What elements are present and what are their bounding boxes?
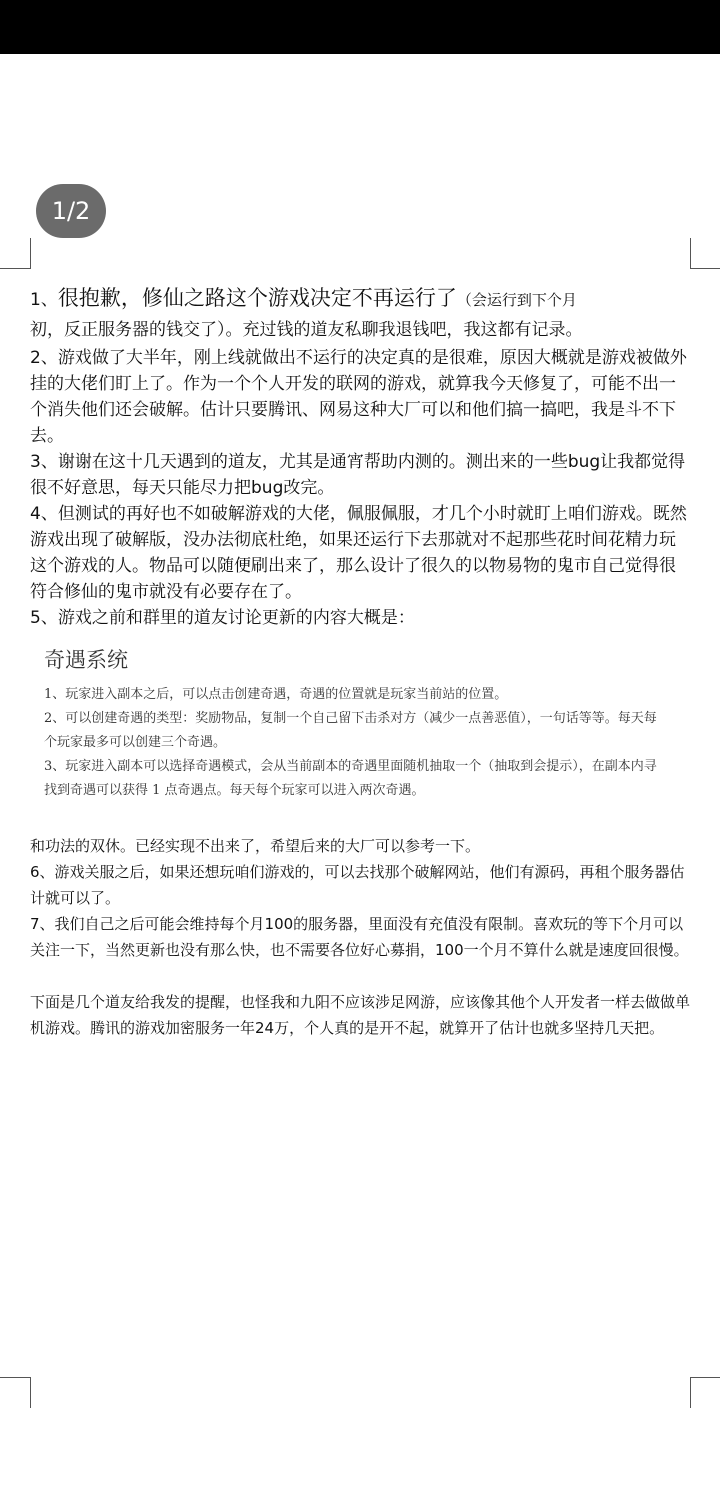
paragraph-6: 6、游戏关服之后，如果还想玩咱们游戏的，可以去找那个破解网站，他们有源码，再租个服务器估计就可以了。 bbox=[30, 863, 685, 907]
paragraph-1-headline: 很抱歉，修仙之路这个游戏决定不再运行了 bbox=[57, 286, 457, 310]
page-corner-mark-top-left bbox=[0, 238, 31, 269]
page-corner-mark-bottom-right bbox=[690, 1377, 720, 1408]
page-corner-mark-bottom-left bbox=[0, 1377, 31, 1408]
lower-section bbox=[30, 833, 690, 1041]
paragraph-2: 2、游戏做了大半年，刚上线就做出不运行的决定真的是很难，原因大概就是游戏被做外挂的大佬们盯上了。作为一个个人开发的联网的游戏，就算我今天修复了，可能不出一个消失他们还会破解。估计只要腾讯、网易这种大厂可以和他们搞一搞吧，我是斗不下去。 bbox=[30, 348, 687, 446]
paragraph-1-rest: 初，反正服务器的钱交了）。充过钱的道友私聊我退钱吧，我这都有记录。 bbox=[30, 320, 583, 340]
inset-item-3: 3、玩家进入副本可以选择奇遇模式，会从当前副本的奇遇里面随机抽取一个（抽取到会提示），在副本内寻找到奇遇可以获得 1 点奇遇点。每天每个玩家可以进入两次奇遇。 bbox=[44, 759, 657, 798]
paragraph-gap bbox=[30, 963, 690, 989]
paragraph-3: 3、谢谢在这十几天遇到的道友，尤其是通宵帮助内测的。测出来的一些bug让我都觉得很不好意思，每天只能尽力把bug改完。 bbox=[30, 452, 686, 498]
inset-title: 奇遇系统 bbox=[44, 648, 128, 672]
paragraph-8: 下面是几个道友给我发的提醒，也怪我和九阳不应该涉足网游，应该像其他个人开发者一样去做做单机游戏。腾讯的游戏加密服务一年24万，个人真的是开不起，就算开了估计也就多坚持几天把。 bbox=[30, 993, 691, 1037]
paragraph-1-number: 1、 bbox=[30, 290, 58, 310]
paragraph-1-aside: （会运行到下个月 bbox=[456, 291, 577, 309]
paragraph-4: 4、但测试的再好也不如破解游戏的大佬，佩服佩服，才几个小时就盯上咱们游戏。既然游戏出现了破解版，没办法彻底杜绝，如果还运行下去那就对不起那些花时间花精力玩这个游戏的人。物品可以随便刷出来了，那么设计了很久的以物易物的鬼市自己觉得很符合修仙的鬼市就没有必要存在了。 bbox=[30, 504, 687, 602]
document-body bbox=[30, 283, 690, 1041]
inset-item-2: 2、可以创建奇遇的类型：奖励物品，复制一个自己留下击杀对方（减少一点善恶值），一句话等等。每天每个玩家最多可以创建三个奇遇。 bbox=[44, 711, 657, 750]
page-corner-mark-top-right bbox=[690, 238, 720, 269]
inset-item-1: 1、玩家进入副本之后，可以点击创建奇遇，奇遇的位置就是玩家当前站的位置。 bbox=[44, 687, 508, 702]
page-indicator-badge: 1/2 bbox=[36, 184, 106, 238]
paragraph-1 bbox=[30, 283, 690, 345]
paragraph-7: 7、我们自己之后可能会维持每个月100的服务器，里面没有充值没有限制。喜欢玩的等下个月可以关注一下，当然更新也没有那么快，也不需要各位好心募捐，100一个月不算什么就是速度回很慢。 bbox=[30, 915, 689, 959]
paragraph-5-continued: 和功法的双休。已经实现不出来了，希望后来的大厂可以参考一下。 bbox=[30, 837, 481, 855]
embedded-screenshot-qiyu-system bbox=[30, 645, 690, 803]
status-bar bbox=[0, 0, 720, 54]
paragraph-5: 5、游戏之前和群里的道友讨论更新的内容大概是： bbox=[30, 608, 415, 628]
